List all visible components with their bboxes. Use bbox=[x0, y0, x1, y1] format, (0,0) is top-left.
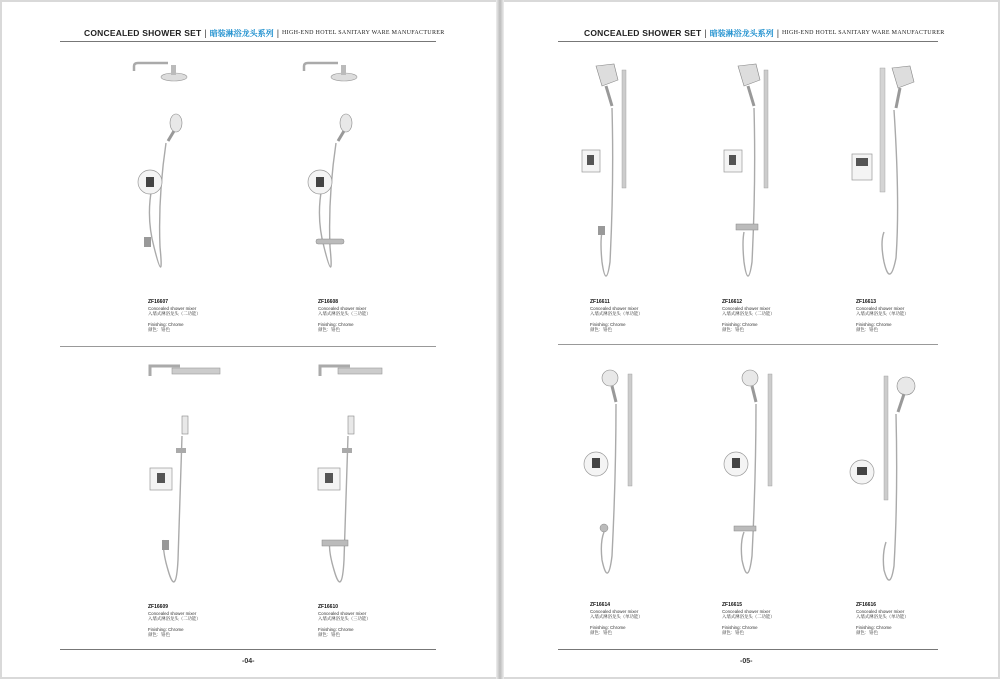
page-header: CONCEALED SHOWER SET | 暗装淋浴龙头系列 | HIGH-END HOTEL SANITARY WARE MANUFACTURER bbox=[84, 28, 445, 38]
section-divider bbox=[60, 346, 436, 347]
product-code: ZF16608 bbox=[318, 299, 339, 305]
shower-set-image bbox=[122, 57, 212, 297]
product-caption-zf16608: ZF16608 Concealed shower mixer 入墙式淋浴龙头（三功能） Finishing: Chrome 颜色：铬色 bbox=[318, 299, 371, 333]
shower-set-image bbox=[292, 57, 382, 297]
product-code: ZF16612 bbox=[722, 299, 743, 305]
product-code: ZF16609 bbox=[148, 604, 169, 610]
shower-set-image bbox=[302, 360, 392, 600]
product-code: ZF16610 bbox=[318, 604, 339, 610]
header-rule bbox=[60, 41, 436, 42]
page-gutter bbox=[496, 0, 504, 679]
header-title-cn: 暗装淋浴龙头系列 bbox=[709, 28, 774, 38]
shower-set-image bbox=[574, 62, 654, 292]
catalog-page-right bbox=[504, 2, 998, 677]
header-title-cn: 暗装淋浴龙头系列 bbox=[209, 28, 274, 38]
catalog-page-left bbox=[2, 2, 496, 677]
shower-set-image bbox=[576, 366, 656, 596]
product-caption-zf16613: ZF16613 Concealed shower mixer 入墙式淋浴龙头（单功能） Finishing: Chrome 颜色：铬色 bbox=[856, 299, 909, 333]
page-number: -05- bbox=[740, 658, 753, 665]
footer-rule bbox=[558, 649, 938, 650]
shower-set-image bbox=[844, 366, 924, 596]
product-caption-zf16609: ZF16609 Concealed shower mixer 入墙式淋浴龙头（二功能） Finishing: Chrome 颜色：铬色 bbox=[148, 604, 201, 638]
product-caption-zf16616: ZF16616 Concealed shower mixer 入墙式淋浴龙头（单功能） Finishing: Chrome 颜色：铬色 bbox=[856, 602, 909, 636]
footer-rule bbox=[60, 649, 436, 650]
header-tagline: HIGH-END HOTEL SANITARY WARE MANUFACTURER bbox=[282, 30, 445, 36]
product-caption-zf16607: ZF16607 Concealed shower mixer 入墙式淋浴龙头（二功能） Finishing: Chrome 颜色：铬色 bbox=[148, 299, 201, 333]
product-code: ZF16615 bbox=[722, 602, 743, 608]
header-title-en: CONCEALED SHOWER SET bbox=[584, 28, 702, 38]
header-title-en: CONCEALED SHOWER SET bbox=[84, 28, 202, 38]
page-header: CONCEALED SHOWER SET | 暗装淋浴龙头系列 | HIGH-END HOTEL SANITARY WARE MANUFACTURER bbox=[584, 28, 945, 38]
product-code: ZF16607 bbox=[148, 299, 169, 305]
shower-set-image bbox=[132, 360, 222, 600]
product-caption-zf16614: ZF16614 Concealed shower mixer 入墙式淋浴龙头（单功能） Finishing: Chrome 颜色：铬色 bbox=[590, 602, 643, 636]
product-code: ZF16613 bbox=[856, 299, 877, 305]
product-code: ZF16616 bbox=[856, 602, 877, 608]
shower-set-image bbox=[716, 62, 796, 292]
product-code: ZF16614 bbox=[590, 602, 611, 608]
section-divider bbox=[558, 344, 938, 345]
shower-set-image bbox=[844, 62, 924, 292]
header-rule bbox=[558, 41, 938, 42]
header-tagline: HIGH-END HOTEL SANITARY WARE MANUFACTURER bbox=[782, 30, 945, 36]
shower-set-image bbox=[716, 366, 796, 596]
product-caption-zf16611: ZF16611 Concealed shower mixer 入墙式淋浴龙头（单功能） Finishing: Chrome 颜色：铬色 bbox=[590, 299, 643, 333]
product-caption-zf16610: ZF16610 Concealed shower mixer 入墙式淋浴龙头（三功能） Finishing: Chrome 颜色：铬色 bbox=[318, 604, 371, 638]
product-caption-zf16615: ZF16615 Concealed shower mixer 入墙式淋浴龙头（二功能） Finishing: Chrome 颜色：铬色 bbox=[722, 602, 775, 636]
product-caption-zf16612: ZF16612 Concealed shower mixer 入墙式淋浴龙头（二功能） Finishing: Chrome 颜色：铬色 bbox=[722, 299, 775, 333]
page-number: -04- bbox=[242, 658, 255, 665]
product-code: ZF16611 bbox=[590, 299, 610, 305]
